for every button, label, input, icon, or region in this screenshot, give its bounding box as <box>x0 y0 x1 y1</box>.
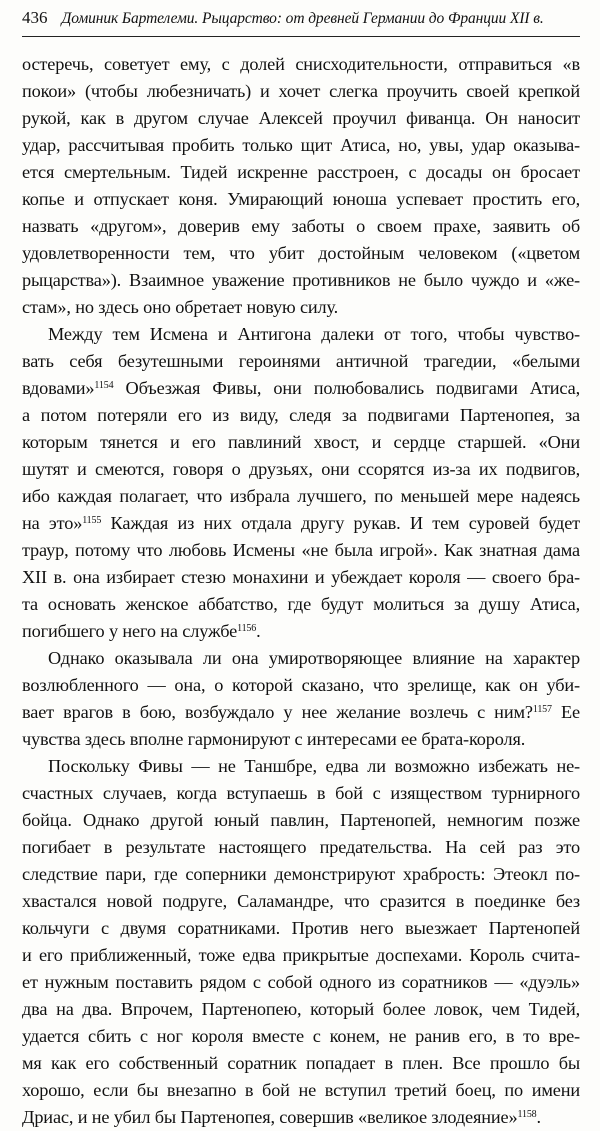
text-line <box>22 537 580 564</box>
line-text: и его приближенный, тоже едва прикрытые доспехами. Король счита- <box>22 945 580 965</box>
footnote-ref[interactable]: 1156 <box>237 623 257 634</box>
text-line <box>22 780 580 807</box>
text-line <box>22 645 580 672</box>
text-line <box>22 861 580 888</box>
text-line <box>22 969 580 996</box>
line-text: возлюбленного — она, о которой сказано, что зрелище, как он уби- <box>22 675 580 695</box>
text-line <box>22 456 580 483</box>
text-line <box>22 348 580 375</box>
line-text: следствие пари, где соперники демонстрируют храбрость: Этеокл по- <box>22 864 580 884</box>
line-text: вать себя безутешными героинями античной трагедии, «белыми <box>22 351 580 371</box>
text-line <box>22 267 580 294</box>
text-line <box>22 213 580 240</box>
line-text: назвать «другом», доверив ему заботы о своем прахе, заявить об <box>22 216 580 236</box>
line-text: погибшего у него на службе <box>22 621 238 641</box>
line-text-after: . <box>256 621 261 641</box>
text-line <box>22 996 580 1023</box>
line-text: шутят и смеются, говоря о друзьях, они ссорятся из-за их подвигов, <box>22 459 580 479</box>
line-text: вает врагов в бою, возбуждало у нее желание возлечь с ним? <box>22 702 533 722</box>
line-text: на это» <box>22 513 83 533</box>
text-line <box>22 510 580 537</box>
text-line <box>22 51 580 78</box>
page-number: 436 <box>22 8 48 27</box>
line-text: Однако оказывала ли она умиротворяющее влияние на характер <box>48 648 580 668</box>
text-line <box>22 726 580 753</box>
text-line <box>22 1050 580 1077</box>
line-text: покои» (чтобы любезничать) и хочет слегка проучить своей крепкой <box>22 81 580 101</box>
line-text: ибо каждая полагает, что избрала лучшего, по меньшей мере надеясь <box>22 486 580 506</box>
text-line <box>22 105 580 132</box>
text-line <box>22 375 580 402</box>
line-text: счастных случаев, когда вступаешь в бой с изяществом турнирного <box>22 783 580 803</box>
line-text: ет нужным поставить рядом с собой одного из соратников — «дуэль» <box>22 972 580 992</box>
text-line <box>22 429 580 456</box>
line-text: удар, рассчитывая пробить только щит Атиса, но, увы, удар оказыва- <box>22 135 580 155</box>
text-line <box>22 1104 580 1131</box>
line-text: погибает в результате настоящего предательства. На сей раз это <box>22 837 580 857</box>
footnote-ref[interactable]: 1158 <box>517 1109 537 1120</box>
text-line <box>22 240 580 267</box>
line-text: два на два. Впрочем, Партенопею, который более ловок, чем Тидей, <box>22 999 580 1019</box>
line-text-after: . <box>536 1107 541 1127</box>
line-text: рукой, как в другом случае Алексей проучил фиванца. Он наносит <box>22 108 580 128</box>
line-text: вдовами» <box>22 378 95 398</box>
line-text: ется смертельным. Тидей искренне расстроен, с досады он бросает <box>22 162 580 182</box>
line-text: удовлетворенности тем, что убит достойным человеком («цветом <box>22 243 580 263</box>
text-line <box>22 1077 580 1104</box>
line-text: та основать женское аббатство, где будут молиться за душу Атиса, <box>22 594 580 614</box>
footnote-ref[interactable]: 1157 <box>532 704 552 715</box>
line-text: Дриас, и не убил бы Партенопея, совершив «великое злодеяние» <box>22 1107 518 1127</box>
line-text: чувства здесь вполне гармонируют с интересами ее брата-короля. <box>22 729 526 749</box>
line-text: хвастался новой подруге, Саламандре, что сразится в поединке без <box>22 891 580 911</box>
line-text-after: Ее <box>551 702 581 722</box>
text-line <box>22 564 580 591</box>
line-text: рыцарства»). Взаимное уважение противников не было чуждо и «же- <box>22 270 580 290</box>
text-line <box>22 483 580 510</box>
text-line <box>22 834 580 861</box>
text-line <box>22 321 580 348</box>
text-line <box>22 672 580 699</box>
text-line <box>22 132 580 159</box>
text-line <box>22 807 580 834</box>
text-line <box>22 78 580 105</box>
line-text: удается сбить с ног короля вместе с конем, не ранив его, в то вре- <box>22 1026 580 1046</box>
line-text: которым тянется и его павлиний хвост, и сердце старшей. «Они <box>22 432 580 452</box>
footnote-ref[interactable]: 1155 <box>82 515 102 526</box>
line-text: траур, потому что любовь Исмены «не была игрой». Как знатная дама <box>22 540 580 560</box>
text-line <box>22 294 580 321</box>
line-text: XII в. она избирает стезю монахини и убеждает короля — своего бра- <box>22 567 580 587</box>
text-line <box>22 591 580 618</box>
running-title: Доминик Бартелеми. Рыцарство: от древней Германии до Франции XII в. <box>61 10 544 27</box>
line-text: хорошо, если бы внезапно в бой не вступил третий боец, по имени <box>22 1080 580 1100</box>
line-text: мя как его собственный соратник попадает в плен. Все прошло бы <box>22 1053 580 1073</box>
line-text: остеречь, советует ему, с долей снисходительности, отправиться «в <box>22 54 580 74</box>
text-line <box>22 915 580 942</box>
line-text: Между тем Исмена и Антигона далеки от того, чтобы чувство- <box>48 324 580 344</box>
text-line <box>22 618 580 645</box>
line-text: Поскольку Фивы — не Таншбре, едва ли возможно избежать не- <box>48 756 580 776</box>
line-text-after: Каждая из них отдала другу рукав. И тем суровей будет <box>101 513 581 533</box>
footnote-ref[interactable]: 1154 <box>94 380 114 391</box>
text-line <box>22 159 580 186</box>
text-line <box>22 186 580 213</box>
line-text: стам», но здесь оно обретает новую силу. <box>22 297 339 317</box>
text-line <box>22 1023 580 1050</box>
line-text: а потом потеряли его из виду, следя за подвигами Партенопея, за <box>22 405 580 425</box>
text-line <box>22 753 580 780</box>
text-line <box>22 888 580 915</box>
line-text: копье и отпускает коня. Умирающий юноша успевает простить его, <box>22 189 580 209</box>
line-text: кольчуги с двумя соратниками. Против него выезжает Партенопей <box>22 918 580 938</box>
body-text <box>22 51 580 1131</box>
page-header <box>22 8 580 37</box>
text-line <box>22 699 580 726</box>
line-text: бойца. Однако другой юный павлин, Партенопей, немногим позже <box>22 810 580 830</box>
line-text-after: Объезжая Фивы, они полюбовались подвигами Атиса, <box>113 378 580 398</box>
text-line <box>22 402 580 429</box>
